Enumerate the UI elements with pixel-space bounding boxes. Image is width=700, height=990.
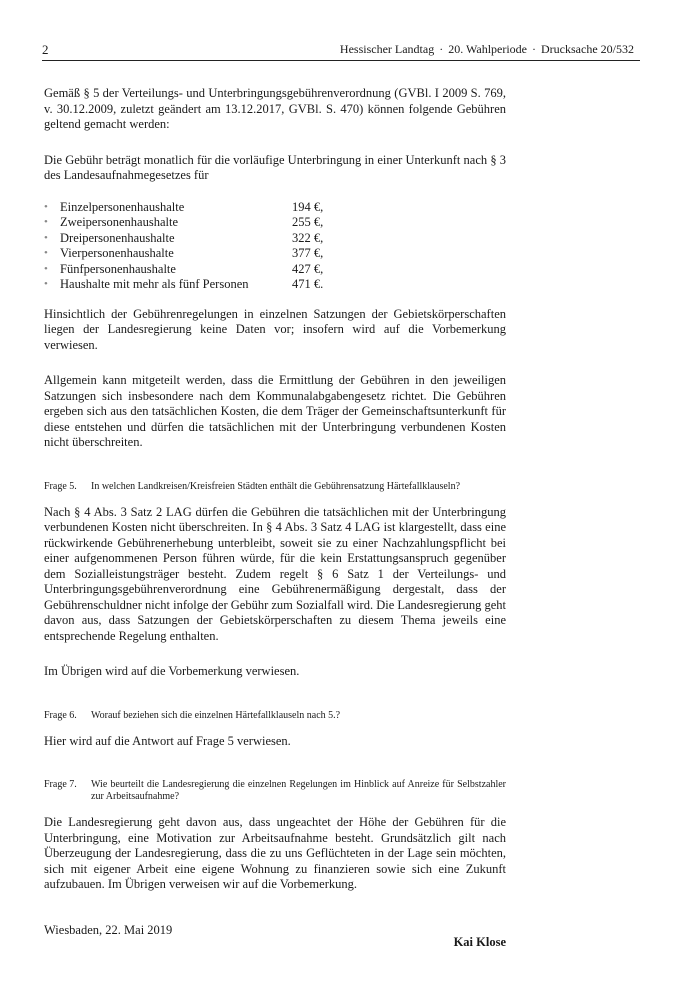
- fee-household-label: Einzelpersonenhaushalte: [60, 199, 185, 214]
- page-header: [42, 40, 640, 61]
- fee-list-item: [44, 215, 506, 231]
- fee-household-label: Vierpersonenhaushalte: [60, 246, 174, 260]
- header-separator: ·: [439, 42, 444, 56]
- answer-paragraph: Nach § 4 Abs. 3 Satz 2 LAG dürfen die Gebühren die tatsächlichen mit der Unterbringung verbundenen Kosten nicht überschreiten. In § 4 Abs. 3 Satz 4 LAG ist klargestellt, dass eine rückwirkende Gebührenerhebung unterbleibt, soweit sie zu einer Nachzahlungspflicht bei einer aufgenommenen Person führen würde, für die kein Erstattungsanspruch gegenüber dem Sozialleistungsträger besteht. Zudem regelt § 6 Satz 1 der Verteilungs- und Unterbringungsgebührenverordnung eine Gebührenermäßigung dergestalt, dass der Gebührenschuldner nicht infolge der Gebühr zum Sozialfall wird. Die Landesregierung geht davon aus, dass Satzungen der Gebietskörperschaften zu diesem Thema jeweils eine entsprechende Regelung enthalten.: [44, 504, 506, 643]
- bullet-icon: •: [44, 247, 48, 259]
- place-date: Wiesbaden, 22. Mai 2019: [44, 922, 173, 937]
- fee-amount: 255 €,: [292, 215, 324, 229]
- header-period: 20. Wahlperiode: [448, 42, 528, 56]
- intro-paragraph: Gemäß § 5 der Verteilungs- und Unterbringungsgebührenverordnung (GVBl. I 2009 S. 769, v. 30.12.2009, zuletzt geändert am 13.12.2017, GVBl. S. 470) können folgende Gebühren geltend gemacht werden:: [44, 86, 506, 131]
- closing-block: [44, 923, 506, 955]
- fee-amount: 322 €,: [292, 230, 324, 245]
- question-text: In welchen Landkreisen/Kreisfreien Städten enthält die Gebührensatzung Härtefallklauseln?: [91, 480, 461, 492]
- fee-amount: 471 €.: [292, 277, 324, 291]
- fee-amount: 194 €,: [292, 199, 324, 214]
- fee-household-label: Zweipersonenhaushalte: [60, 215, 179, 229]
- bullet-icon: •: [44, 231, 48, 244]
- fee-household-label: Dreipersonenhaushalte: [60, 230, 175, 245]
- question-5: [44, 481, 506, 493]
- answer-paragraph: Im Übrigen wird auf die Vorbemerkung verwiesen.: [44, 664, 300, 678]
- fee-amount: 377 €,: [292, 246, 324, 260]
- question-6: [44, 710, 506, 722]
- fee-list-item: [44, 200, 506, 216]
- header-meta: [340, 42, 634, 57]
- question-label: Frage 5.: [44, 480, 77, 492]
- fee-list: [44, 200, 506, 293]
- allgemein-paragraph: Allgemein kann mitgeteilt werden, dass die Ermittlung der Gebühren in den jeweiligen Satzungen sich insbesondere nach dem Kommunalabgabengesetz richtet. Die Gebühren ergeben sich aus den tatsächlichen Kosten, die dem Träger der Gemeinschaftsunterkunft für diese entstehen und dürfen die tatsächlichen mit der Unterbringung verbundenen Kosten nicht überschreiten.: [44, 373, 506, 449]
- question-label: Frage 6.: [44, 709, 77, 721]
- satzungen-paragraph: Hinsichtlich der Gebührenregelungen in einzelnen Satzungen der Gebietskörperschaften liegen der Landesregierung keine Daten vor; insofern wird auf die Vorbemerkung verwiesen.: [44, 306, 506, 352]
- page-number: 2: [42, 42, 49, 57]
- answer-paragraph: Die Landesregierung geht davon aus, dass ungeachtet der Höhe der Gebühren für die Unterbringung, eine Motivation zur Arbeitsaufnahme besteht. Grundsätzlich gilt nach Überzeugung der Landesregierung, dass die zu uns Geflüchteten in der Lage sein möchten, sich mit eigener Arbeit eine eigene Wohnung zu finanzieren sowie sich eine Zukunft aufzubauen. Im Übrigen verweisen wir auf die Vorbemerkung.: [44, 815, 506, 891]
- bullet-icon: •: [44, 262, 48, 275]
- header-document-number: Drucksache 20/532: [541, 42, 634, 56]
- bullet-icon: •: [44, 278, 48, 290]
- question-label: Frage 7.: [44, 779, 77, 790]
- bullet-icon: •: [44, 200, 48, 213]
- fee-intro-paragraph: Die Gebühr beträgt monatlich für die vorläufige Unterbringung in einer Unterkunft nach § 3 des Landesaufnahmegesetzes für: [44, 152, 506, 182]
- question-text: Worauf beziehen sich die einzelnen Härtefallklauseln nach 5.?: [91, 709, 341, 721]
- signer-name: Kai Klose: [453, 934, 506, 949]
- question-text: Wie beurteilt die Landesregierung die einzelnen Regelungen im Hinblick auf Anreize für Selbstzahler zur Arbeitsaufnahme?: [91, 779, 506, 802]
- question-7: [44, 779, 506, 803]
- fee-list-item: [44, 246, 506, 262]
- document-body: [44, 86, 506, 955]
- header-separator: ·: [532, 42, 537, 56]
- header-publisher: Hessischer Landtag: [339, 42, 435, 56]
- fee-list-item: [44, 262, 506, 278]
- fee-amount: 427 €,: [292, 261, 324, 276]
- fee-household-label: Haushalte mit mehr als fünf Personen: [60, 277, 249, 291]
- bullet-icon: •: [44, 216, 48, 228]
- fee-list-item: [44, 231, 506, 247]
- fee-household-label: Fünfpersonenhaushalte: [60, 261, 176, 276]
- fee-list-item: [44, 277, 506, 293]
- answer-paragraph: Hier wird auf die Antwort auf Frage 5 verwiesen.: [44, 733, 291, 748]
